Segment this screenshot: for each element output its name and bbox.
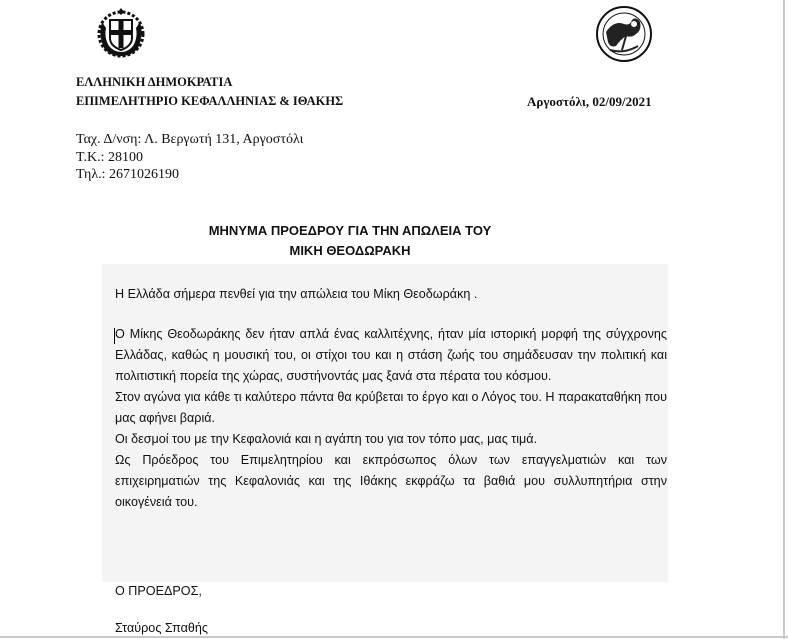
address-phone: Τηλ.: 2671026190 xyxy=(76,167,180,182)
intro-sentence: Η Ελλάδα σήμερα πενθεί για την απώλεια του Μίκη Θεοδωράκη . xyxy=(115,287,478,301)
country-name: ΕΛΛΗΝΙΚΗ ΔΗΜΟΚΡΑΤΙΑ xyxy=(76,75,233,89)
address-postcode: Τ.Κ.: 28100 xyxy=(76,150,144,165)
message-title-line2: ΜΙΚΗ ΘΕΟΔΩΡΑΚΗ xyxy=(289,243,411,258)
place-date: Αργοστόλι, 02/09/2021 xyxy=(527,94,652,109)
greek-coat-of-arms-icon xyxy=(96,6,146,58)
paragraph-3: Οι δεσμοί του με την Κεφαλονιά και η αγάπη του για τον τόπο μας, μας τιμά. xyxy=(115,432,538,446)
signature-name: Σταύρος Σπαθής xyxy=(115,621,208,635)
address-street: Ταχ. Δ/νση: Λ. Βεργωτή 131, Αργοστόλι xyxy=(76,132,304,147)
page-edge-bottom xyxy=(0,636,788,638)
signature-role: Ο ΠΡΟΕΔΡΟΣ, xyxy=(115,584,202,598)
message-title-line1: ΜΗΝΥΜΑ ΠΡΟΕΔΡΟΥ ΓΙΑ ΤΗΝ ΑΠΩΛΕΙΑ ΤΟΥ xyxy=(208,223,492,238)
paragraph-2: Στον αγώνα για κάθε τι καλύτερο πάντα θα κρύβεται το έργο και ο Λόγος του. Η παρακαταθήκη που μας αφήνει βαριά. xyxy=(115,390,667,425)
message-paragraphs xyxy=(115,324,667,513)
paragraph-1: Ο Μίκης Θεοδωράκης δεν ήταν απλά ένας καλλιτέχνης, ήταν μία ιστορική μορφή της σύγχρονης Ελλάδας, καθώς η μουσική του, οι στίχοι του και η στάση ζωής του σημάδευσαν την πολιτική και πολιτιστική πορεία της χώρας, συστήνοντάς μας ξανά στα πέρατα του κόσμου. xyxy=(115,327,667,383)
chamber-name: ΕΠΙΜΕΛΗΤΗΡΙΟ ΚΕΦΑΛΛΗΝΙΑΣ & ΙΘΑΚΗΣ xyxy=(76,94,344,108)
paragraph-4: Ως Πρόεδρος του Επιμελητηρίου και εκπρόσωπος όλων των επαγγελματιών και των επιχειρηματιών της Κεφαλονιάς και της Ιθάκης εκφράζω τα βαθιά μου συλλυπητήρια στην οικογένειά του. xyxy=(115,453,667,509)
chamber-seal-icon xyxy=(596,6,652,62)
page-edge-right xyxy=(783,0,785,639)
